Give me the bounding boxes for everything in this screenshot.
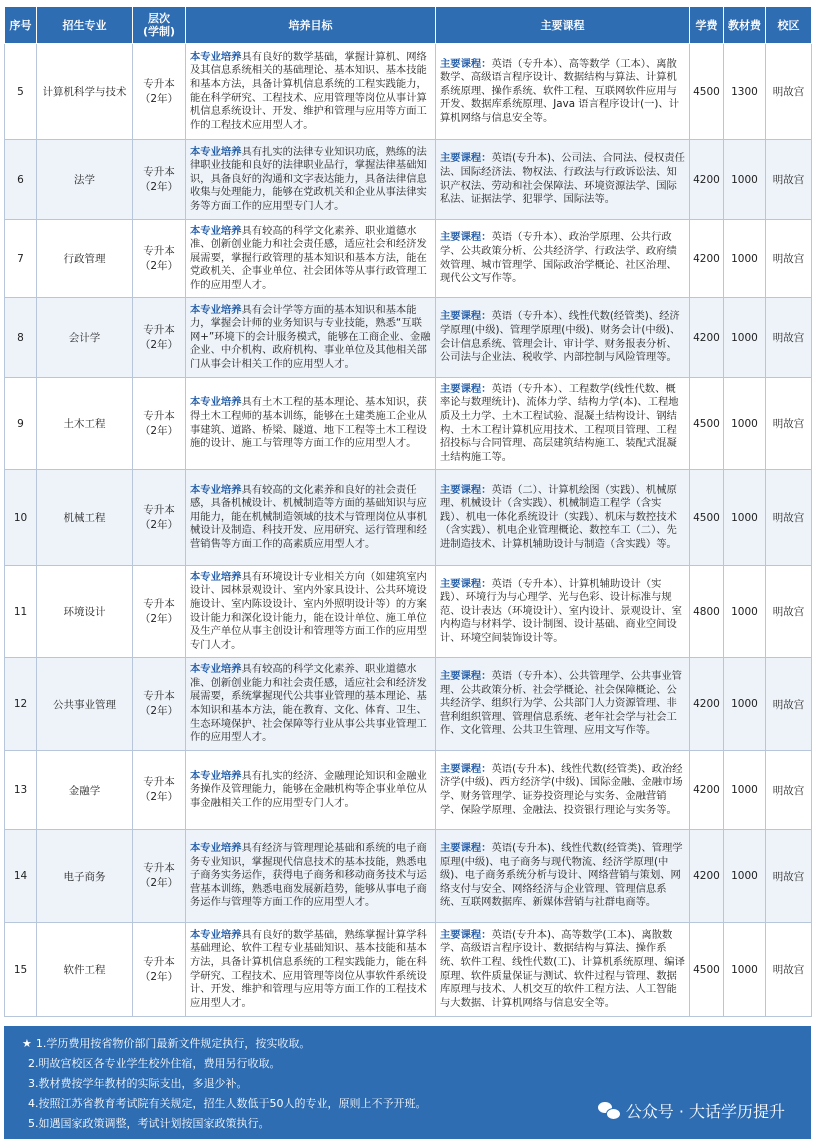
cell-level: 专升本 （2年） — [133, 470, 186, 566]
cell-tuition: 4500 — [690, 378, 724, 470]
courses-text: 英语（专升本）、公共管理学、公共事业管理、公共政策分析、社会学概论、社会保障概论、公共经济学、组织行为学、公共部门人力资源管理、非营利组织管理、管理信息系统、老年社会学与社会工作、文化管理、公共卫生管理、应用文写作等。 — [440, 670, 682, 737]
note-text: 1.学历费用按省物价部门最新文件规定执行，按实收取。 — [35, 1037, 311, 1050]
cell-tuition: 4800 — [690, 566, 724, 658]
courses-label: 主要课程： — [440, 310, 492, 323]
cell-level: 专升本 （2年） — [133, 298, 186, 378]
cell-books: 1000 — [724, 830, 766, 923]
courses-label: 主要课程： — [440, 842, 492, 855]
goal-label: 本专业培养 — [190, 928, 242, 941]
cell-goal — [186, 44, 436, 140]
goal-label: 本专业培养 — [190, 145, 242, 158]
cell-campus: 明故宫 — [766, 298, 812, 378]
goal-label: 本专业培养 — [190, 769, 242, 782]
cell-goal — [186, 140, 436, 220]
courses-text: 英语(专升本)、线性代数(经管类)、政治经济学(中级)、西方经济学(中级)、国际金融、金融市场学、财务管理学、证券投资理论与实务、金融营销学、保险学原理、金融法、投资银行理论与实务等。 — [440, 762, 683, 816]
courses-label: 主要课程： — [440, 670, 492, 683]
cell-tuition: 4200 — [690, 658, 724, 751]
goal-text: 具有较高的科学文化素养、职业道德水准、创新创业能力和社会责任感，适应社会和经济发展需要，系统掌握现代公共事业管理的基本理论、基本知识和基本方法，能在教育、文化、体育、卫生、生态环境保护、社会保障等行业从事公共事业管理工作的应用型人才。 — [190, 663, 427, 744]
cell-seq: 11 — [5, 566, 37, 658]
cell-books: 1000 — [724, 470, 766, 566]
cell-campus: 明故宫 — [766, 658, 812, 751]
table-body — [5, 44, 812, 1017]
courses-label: 主要课程： — [440, 928, 492, 941]
courses-text: 英语（专升本）、政治学原理、公共行政学、公共政策分析、公共经济学、行政法学、政府绩效管理、城市管理学、国际政治学概论、社区治理、现代公文写作等。 — [440, 231, 677, 285]
table-row — [5, 658, 812, 751]
cell-books: 1000 — [724, 923, 766, 1017]
cell-major: 法学 — [37, 140, 133, 220]
header-major: 招生专业 — [37, 7, 133, 44]
cell-campus: 明故宫 — [766, 140, 812, 220]
note-line-1 — [22, 1035, 310, 1051]
cell-major: 计算机科学与技术 — [37, 44, 133, 140]
header-campus: 校区 — [766, 7, 812, 44]
watermark-text: 公众号 · 大话学历提升 — [625, 1102, 785, 1121]
cell-level: 专升本 （2年） — [133, 923, 186, 1017]
cell-tuition: 4200 — [690, 220, 724, 298]
cell-major: 机械工程 — [37, 470, 133, 566]
cell-courses — [436, 470, 690, 566]
goal-text: 具有良好的数学基础，熟练掌握计算学科基础理论、软件工程专业基础知识、基本技能和基本方法，具备计算机信息系统的工程实践能力，能在科学研究、工程技术、应用管理等岗位从事软件系统设计、开发、维护和管理与应用等方面工作的工程技术应用型人才。 — [190, 928, 427, 1009]
cell-books: 1300 — [724, 44, 766, 140]
goal-label: 本专业培养 — [190, 842, 242, 855]
cell-major: 行政管理 — [37, 220, 133, 298]
cell-books: 1000 — [724, 298, 766, 378]
cell-major: 金融学 — [37, 751, 133, 830]
courses-text: 英语（专升本）、线性代数(经管类)、经济学原理(中级)、管理学原理(中级)、财务会计(中级)、会计信息系统、管理会计、审计学、财务报表分析、公司法与企业法、税收学、内部控制与风险管理等。 — [440, 310, 681, 364]
courses-text: 英语（专升本）、工程数学(线性代数、概率论与数理统计)、流体力学、结构力学(本)、工程地质及土力学、土木工程试验、混凝土结构设计、钢结构、土木工程计算机应用技术、工程项目管理、工程招投标与合同管理、高层建筑结构施工、装配式混凝土结构施工等。 — [440, 382, 679, 463]
note-text: 2.明故宫校区各专业学生校外住宿，费用另行收取。 — [28, 1057, 281, 1070]
courses-label: 主要课程： — [440, 152, 492, 165]
courses-label: 主要课程： — [440, 483, 492, 496]
cell-level: 专升本 （2年） — [133, 44, 186, 140]
cell-seq: 14 — [5, 830, 37, 923]
cell-major: 土木工程 — [37, 378, 133, 470]
goal-text: 具有环境设计专业相关方向（如建筑室内设计、园林景观设计、室内外家具设计、公共环境设施设计、室内陈设设计、室内外照明设计等）的方案设计能力和深化设计能力，能在设计单位、施工单位及生产单位从事主创设计和管理等方面工作的应用型专门人才。 — [190, 570, 427, 651]
cell-seq: 7 — [5, 220, 37, 298]
courses-text: 英语（专升本）、高等数学（工本）、离散数学、高级语言程序设计、数据结构与算法、计算机系统原理、操作系统、软件工程、互联网软件应用与开发、数据库系统原理、Java 语言程序设计(一)、计算机网络与信息安全等。 — [440, 57, 679, 124]
table-row — [5, 751, 812, 830]
cell-courses — [436, 298, 690, 378]
table-row — [5, 220, 812, 298]
cell-courses — [436, 751, 690, 830]
admissions-table — [4, 6, 812, 1017]
cell-goal — [186, 220, 436, 298]
courses-label: 主要课程： — [440, 382, 492, 395]
goal-text: 具有经济与管理理论基础和系统的电子商务专业知识，掌握现代信息技术的基本技能，熟悉电子商务实务运作，获得电子商务和移动商务技术与运营基本训练，熟悉电商发展新趋势，能够从事电子商务运作与管理等方面工作的应用型人才。 — [190, 842, 427, 909]
cell-campus: 明故宫 — [766, 44, 812, 140]
cell-seq: 12 — [5, 658, 37, 751]
cell-seq: 15 — [5, 923, 37, 1017]
table-row — [5, 923, 812, 1017]
admissions-table-container — [4, 6, 811, 1017]
cell-books: 1000 — [724, 658, 766, 751]
cell-seq: 13 — [5, 751, 37, 830]
note-line-5 — [28, 1115, 270, 1131]
cell-seq: 9 — [5, 378, 37, 470]
cell-goal — [186, 923, 436, 1017]
cell-seq: 5 — [5, 44, 37, 140]
cell-major: 公共事业管理 — [37, 658, 133, 751]
cell-seq: 10 — [5, 470, 37, 566]
table-header-row — [5, 7, 812, 44]
cell-tuition: 4500 — [690, 44, 724, 140]
cell-tuition: 4200 — [690, 830, 724, 923]
note-text: 4.按照江苏省教育考试院有关规定，招生人数低于50人的专业，原则上不予开班。 — [28, 1097, 427, 1110]
header-books: 教材费 — [724, 7, 766, 44]
cell-level: 专升本 （2年） — [133, 751, 186, 830]
courses-text: 英语(专升本)、高等数学(工本)、离散数学、高级语言程序设计、数据结构与算法、操作系统、软件工程、线性代数(工)、计算机系统原理、编译原理、软件质量保证与测试、软件过程与管理、数据库原理与技术、人机交互的软件工程方法、人工智能与大数据、计算机网络与信息安全等。 — [440, 928, 685, 1009]
note-line-3 — [28, 1075, 248, 1091]
cell-major: 软件工程 — [37, 923, 133, 1017]
courses-text: 英语（二）、计算机绘图（实践）、机械原理、机械设计（含实践）、机械制造工程学（含实践）、机电一体化系统设计（实践）、机床与数控技术（含实践）、机电企业管理概论、数控车工（二）、先进制造技术、计算机辅助设计与制造（含实践）等。 — [440, 483, 677, 550]
cell-tuition: 4200 — [690, 298, 724, 378]
table-row — [5, 830, 812, 923]
table-row — [5, 298, 812, 378]
cell-campus: 明故宫 — [766, 751, 812, 830]
notes-panel — [4, 1026, 811, 1139]
cell-tuition: 4200 — [690, 751, 724, 830]
cell-tuition: 4200 — [690, 140, 724, 220]
goal-label: 本专业培养 — [190, 224, 242, 237]
wechat-icon — [598, 1102, 620, 1120]
note-text: 3.教材费按学年教材的实际支出，多退少补。 — [28, 1077, 248, 1090]
courses-text: 英语(专升本)、公司法、合同法、侵权责任法、国际经济法、物权法、行政法与行政诉讼法、知识产权法、劳动和社会保障法、环境资源法学、国际私法、证据法学、犯罪学、国际法等。 — [440, 152, 685, 206]
cell-major: 电子商务 — [37, 830, 133, 923]
goal-text: 具有良好的数学基础，掌握计算机、网络及其信息系统相关的基础理论、基本知识、基本技能和基本方法，具备计算机信息系统的工程实践能力，能在科学研究、工程技术、应用管理等岗位从事计算机信息系统设计、开发、维护和管理与应用等方面工作的工程技术应用型人才。 — [190, 50, 427, 131]
table-row — [5, 44, 812, 140]
cell-major: 会计学 — [37, 298, 133, 378]
cell-courses — [436, 566, 690, 658]
courses-label: 主要课程： — [440, 57, 492, 70]
cell-courses — [436, 140, 690, 220]
cell-goal — [186, 830, 436, 923]
cell-level: 专升本 （2年） — [133, 220, 186, 298]
header-goal: 培养目标 — [186, 7, 436, 44]
cell-books: 1000 — [724, 566, 766, 658]
goal-label: 本专业培养 — [190, 570, 242, 583]
cell-goal — [186, 470, 436, 566]
goal-label: 本专业培养 — [190, 483, 242, 496]
cell-goal — [186, 751, 436, 830]
goal-text: 具有扎实的法律专业知识功底，熟练的法律职业技能和良好的法律职业品行，掌握法律基础知识，具备良好的沟通和文字表达能力，具备法律信息收集与处理能力，能够在党政机关和企业从事法律实务等方面工作的应用型专门人才。 — [190, 145, 427, 212]
header-level: 层次 (学制) — [133, 7, 186, 44]
courses-text: 英语（专升本）、计算机辅助设计（实践）、环境行为与心理学、光与色彩、设计标准与规范、设计表达（环境设计）、室内设计、景观设计、室内构造与材料学、设计制图、设计基础、商业空间设计、环境空间装饰设计等。 — [440, 577, 682, 644]
goal-text: 具有扎实的经济、金融理论知识和金融业务操作及管理能力，能够在金融机构等企事业单位从事金融相关工作的应用型专门人才。 — [190, 769, 427, 809]
cell-books: 1000 — [724, 220, 766, 298]
header-tuition: 学费 — [690, 7, 724, 44]
courses-label: 主要课程： — [440, 231, 492, 244]
goal-label: 本专业培养 — [190, 663, 242, 676]
table-row — [5, 378, 812, 470]
cell-tuition: 4500 — [690, 470, 724, 566]
cell-level: 专升本 （2年） — [133, 140, 186, 220]
courses-text: 英语(专升本)、线性代数(经管类)、管理学原理(中级)、电子商务与现代物流、经济学原理(中级)、电子商务系统分析与设计、网络营销与策划、网络支付与安全、网络经济与企业管理、管理信息系统、互联网数据库、新媒体营销与社群电商等。 — [440, 842, 683, 909]
goal-text: 具有会计学等方面的基本知识和基本能力，掌握会计师的业务知识与专业技能，熟悉“互联网+”环境下的会计服务模式，能够在工商企业、金融企业、中介机构、政府机构、事业单位及其他相关部门从事会计相关工作的应用型人才。 — [190, 303, 431, 370]
cell-courses — [436, 378, 690, 470]
cell-seq: 6 — [5, 140, 37, 220]
cell-level: 专升本 （2年） — [133, 658, 186, 751]
note-text: 5.如遇国家政策调整，考试计划按国家政策执行。 — [28, 1117, 270, 1130]
watermark — [598, 1099, 785, 1122]
cell-campus: 明故宫 — [766, 923, 812, 1017]
cell-tuition: 4500 — [690, 923, 724, 1017]
goal-label: 本专业培养 — [190, 303, 242, 316]
cell-campus: 明故宫 — [766, 220, 812, 298]
goal-text: 具有土木工程的基本理论、基本知识，获得土木工程师的基本训练，能够在土建类施工企业从事建筑、道路、桥梁、隧道、地下工程等土木工程设施的设计、施工与管理等方面工作的应用型人才。 — [190, 396, 427, 450]
cell-courses — [436, 220, 690, 298]
table-row — [5, 470, 812, 566]
cell-books: 1000 — [724, 751, 766, 830]
cell-courses — [436, 44, 690, 140]
cell-books: 1000 — [724, 378, 766, 470]
cell-level: 专升本 （2年） — [133, 378, 186, 470]
note-line-2 — [28, 1055, 281, 1071]
cell-campus: 明故宫 — [766, 378, 812, 470]
cell-books: 1000 — [724, 140, 766, 220]
cell-goal — [186, 658, 436, 751]
cell-goal — [186, 298, 436, 378]
cell-campus: 明故宫 — [766, 470, 812, 566]
cell-campus: 明故宫 — [766, 830, 812, 923]
star-icon: ★ — [22, 1037, 32, 1050]
goal-label: 本专业培养 — [190, 396, 242, 409]
cell-level: 专升本 （2年） — [133, 830, 186, 923]
goal-text: 具有较高的文化素养和良好的社会责任感，具备机械设计、机械制造等方面的基础知识与应用能力，能在机械制造领域的技术与管理岗位从事机械设计及制造、科技开发、应用研究、运行管理和经营销售等方面工作的高素质应用型人才。 — [190, 483, 427, 550]
cell-seq: 8 — [5, 298, 37, 378]
courses-label: 主要课程： — [440, 762, 492, 775]
cell-level: 专升本 （2年） — [133, 566, 186, 658]
cell-goal — [186, 566, 436, 658]
cell-courses — [436, 830, 690, 923]
goal-text: 具有较高的科学文化素养、职业道德水准、创新创业能力和社会责任感，适应社会和经济发展需要，掌握行政管理的基本知识和基本方法，能在党政机关、企事业单位、社会团体等从事行政管理工作的应用型人才。 — [190, 224, 427, 291]
courses-label: 主要课程： — [440, 577, 492, 590]
goal-label: 本专业培养 — [190, 50, 242, 63]
note-line-4 — [28, 1095, 427, 1111]
table-row — [5, 566, 812, 658]
cell-campus: 明故宫 — [766, 566, 812, 658]
cell-courses — [436, 923, 690, 1017]
header-courses: 主要课程 — [436, 7, 690, 44]
header-seq: 序号 — [5, 7, 37, 44]
cell-major: 环境设计 — [37, 566, 133, 658]
cell-courses — [436, 658, 690, 751]
cell-goal — [186, 378, 436, 470]
table-row — [5, 140, 812, 220]
